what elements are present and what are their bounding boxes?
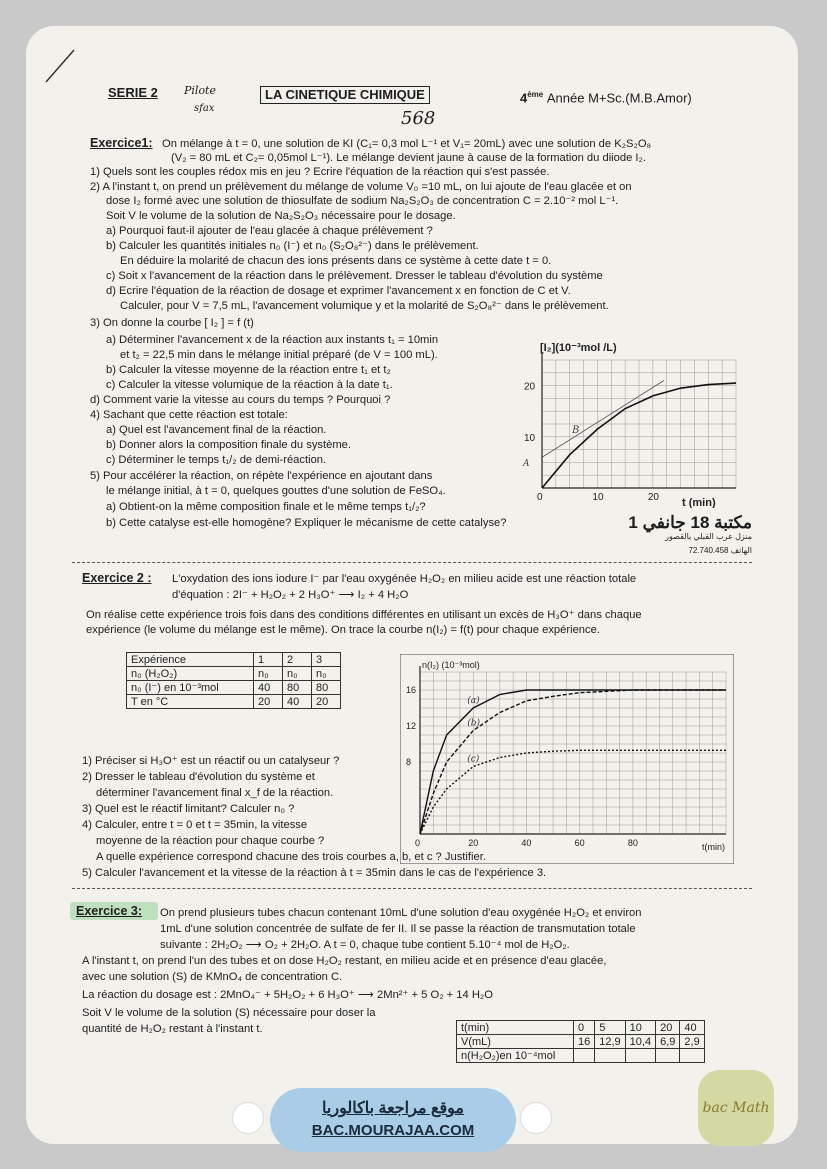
table-row: [127, 695, 341, 709]
ex1-line: c) Soit x l'avancement de la réaction dans le prélèvement. Dresser le tableau d'évolution du système: [106, 270, 603, 282]
chart1-annotation-2: A: [523, 459, 530, 469]
exercise-2-heading: Exercice 2 :: [82, 571, 152, 585]
chart1-x-tick-label: 20: [647, 492, 659, 503]
ex3-line: suivante : 2H₂O₂ ⟶ O₂ + 2H₂O. A t = 0, chaque tube contient 5.10⁻⁴ mol de H₂O₂.: [160, 939, 570, 951]
ex2-line: On réalise cette expérience trois fois dans des conditions différentes en utilisant un excès de H₃O⁺ dans chaque: [86, 609, 642, 621]
library-stamp: [582, 513, 752, 576]
pen-mark-icon: [44, 46, 84, 86]
document-sheet: [26, 26, 798, 1144]
page-number-handwritten: 568: [401, 108, 436, 129]
chart2-y-tick-label: 8: [406, 757, 412, 767]
stamp-line: منزل عرب القبلي بالقصور: [665, 532, 752, 541]
chart1-y-tick-label: 10: [524, 432, 536, 444]
ex2-question: 2) Dresser le tableau d'évolution du système et: [82, 771, 315, 783]
stamp-phone: 72.740.458 الهاتف: [688, 546, 752, 555]
site-arabic-name: موقع مراجعة باكالوريا: [322, 1100, 464, 1117]
ex1-line: a) Déterminer l'avancement x de la réaction aux instants t₁ = 10min: [106, 334, 439, 346]
table-cell: 3: [312, 653, 341, 667]
site-badge[interactable]: [270, 1088, 516, 1152]
level-label: [520, 88, 692, 105]
book-logo-icon: [232, 1102, 264, 1134]
ex3-line: On prend plusieurs tubes chacun contenant 10mL d'une solution d'eau oxygénée H₂O₂ et environ: [160, 907, 642, 919]
ex2-question: déterminer l'avancement final x_f de la réaction.: [96, 787, 334, 799]
ex2-line: d'équation : 2I⁻ + H₂O₂ + 2 H₃O⁺ ⟶ I₂ + 4 H₂O: [172, 589, 409, 601]
ex1-line: b) Donner alors la composition finale du système.: [106, 439, 351, 451]
ex1-line: 3) On donne la courbe [ I₂ ] = f (t): [90, 317, 254, 329]
chart2-x-tick-label: 40: [521, 838, 532, 848]
table-cell: 0: [574, 1021, 595, 1035]
chart1-x-tick-label: 10: [592, 492, 604, 503]
chart2-y-label: n(I₂) (10⁻³mol): [422, 660, 480, 670]
table-row: [127, 667, 341, 681]
table-cell: 16: [574, 1035, 595, 1049]
table-cell: t(min): [457, 1021, 574, 1035]
chart1-tangent-line: [542, 380, 664, 457]
ex1-line: c) Déterminer le temps t₁/₂ de demi-réaction.: [106, 454, 327, 466]
ex1-line: Soit V le volume de la solution de Na₂S₂O₃ nécessaire pour le dosage.: [106, 210, 456, 222]
chart-iodine-quantity: [400, 654, 734, 864]
chart2-y-tick-label: 16: [406, 685, 417, 695]
table-row: [127, 653, 341, 667]
table-cell: [656, 1049, 680, 1063]
ex1-line: b) Calculer la vitesse moyenne de la réaction entre t₁ et t₂: [106, 364, 391, 376]
chart2-x-tick-label: 20: [468, 838, 479, 848]
ex3-line: quantité de H₂O₂ restant à l'instant t.: [82, 1023, 263, 1035]
chart1-x-tick-label: 0: [537, 492, 543, 503]
page-title: LA CINETIQUE CHIMIQUE: [260, 86, 430, 104]
table-cell: 20: [656, 1021, 680, 1035]
table-cell: [625, 1049, 655, 1063]
ex2-question: 1) Préciser si H₃O⁺ est un réactif ou un catalyseur ?: [82, 755, 340, 767]
ex2-question: moyenne de la réaction pour chaque courbe ?: [96, 835, 325, 847]
table-cell: 80: [283, 681, 312, 695]
table-cell: 40: [680, 1021, 704, 1035]
ex1-line: 2) A l'instant t, on prend un prélèvement du mélange de volume V₀ =10 mL, on lui ajoute de l'eau glacée et on: [90, 181, 632, 193]
table-cell: 6,9: [656, 1035, 680, 1049]
table-cell: 2,9: [680, 1035, 704, 1049]
ex3-line: 1mL d'une solution concentrée de sulfate de fer II. Il se passe la réaction de transmutation totale: [160, 923, 636, 935]
ex2-question: A quelle expérience correspond chacune des trois courbes a, b, et c ? Justifier.: [96, 851, 486, 863]
dosage-table: [456, 1020, 705, 1063]
ex3-line: La réaction du dosage est : 2MnO₄⁻ + 5H₂O₂ + 6 H₃O⁺ ⟶ 2Mn²⁺ + 5 O₂ + 14 H₂O: [82, 989, 493, 1001]
table-cell: [595, 1049, 625, 1063]
table-row: [457, 1035, 705, 1049]
ex1-line: b) Calculer les quantités initiales n₀ (I⁻) et n₀ (S₂O₈²⁻) dans le prélèvement.: [106, 240, 479, 252]
ex1-line: 4) Sachant que cette réaction est totale:: [90, 409, 288, 421]
ex1-line: le mélange initial, à t = 0, quelques gouttes d'une solution de FeSO₄.: [106, 485, 446, 497]
table-cell: n₀: [254, 667, 283, 681]
book-logo-icon: [520, 1102, 552, 1134]
handwritten-pilote: Pilote: [184, 84, 216, 97]
table-cell: n₀ (H₂O₂): [127, 667, 254, 681]
table-cell: n₀: [312, 667, 341, 681]
table-cell: 10: [625, 1021, 655, 1035]
ex1-line: a) Quel est l'avancement final de la réaction.: [106, 424, 327, 436]
exercise-3-heading: Exercice 3:: [76, 904, 143, 918]
level-num: 4: [520, 90, 528, 106]
table-cell: n₀: [283, 667, 312, 681]
ex3-line: Soit V le volume de la solution (S) nécessaire pour doser la: [82, 1007, 376, 1019]
ex3-line: A l'instant t, on prend l'un des tubes et on dose H₂O₂ restant, en milieu acide et en présence d'eau glacée,: [82, 955, 607, 967]
table-cell: Expérience: [127, 653, 254, 667]
ex1-line: d) Comment varie la vitesse au cours du temps ? Pourquoi ?: [90, 394, 391, 406]
chart2-y-tick-label: 12: [406, 721, 417, 731]
table-cell: 80: [312, 681, 341, 695]
chart1-x-label: t (min): [682, 497, 716, 508]
site-url[interactable]: BAC.MOURAJAA.COM: [311, 1122, 475, 1139]
experience-table: [126, 652, 341, 709]
serie-label: SERIE 2: [108, 85, 158, 100]
ex1-line: (V₂ = 80 mL et C₂= 0,05mol L⁻¹). Le mélange devient jaune à cause de la formation du diiode I₂.: [171, 152, 646, 164]
ex1-line: 1) Quels sont les couples rédox mis en jeu ? Ecrire l'équation de la réaction qui s'est passée.: [90, 166, 550, 178]
chart2-series-line: [420, 750, 726, 834]
chart2-x-label: t(min): [702, 842, 725, 852]
table-row: [457, 1049, 705, 1063]
ex1-line: Calculer, pour V = 7,5 mL, l'avancement volumique y et la molarité de S₂O₈²⁻ dans le prélèvement.: [120, 300, 609, 312]
table-cell: 10,4: [625, 1035, 655, 1049]
bac-math-logo: bac Math: [698, 1070, 774, 1146]
table-cell: 2: [283, 653, 312, 667]
table-cell: n(H₂O₂)en 10⁻⁴mol: [457, 1049, 574, 1063]
handwritten-sfax: sfax: [194, 103, 215, 114]
ex1-line: b) Cette catalyse est-elle homogène? Expliquer le mécanisme de cette catalyse?: [106, 517, 507, 529]
ex1-line: En déduire la molarité de chacun des ions présents dans ce système à cette date t = 0.: [120, 255, 552, 267]
ex1-line: On mélange à t = 0, une solution de KI (C₁= 0,3 mol L⁻¹ et V₁= 20mL) avec une solution de K₂S₂O₈: [162, 138, 652, 150]
ex1-line: a) Pourquoi faut-il ajouter de l'eau glacée à chaque prélèvement ?: [106, 225, 433, 237]
table-cell: 5: [595, 1021, 625, 1035]
ex2-question: 5) Calculer l'avancement et la vitesse de la réaction à t = 35min dans le cas de l'expérience 3.: [82, 867, 547, 879]
table-cell: 1: [254, 653, 283, 667]
ex1-line: et t₂ = 22,5 min dans le mélange initial préparé (de V = 100 mL).: [120, 349, 438, 361]
table-cell: T en °C: [127, 695, 254, 709]
table-cell: V(mL): [457, 1035, 574, 1049]
ex1-line: d) Ecrire l'équation de la réaction de dosage et exprimer l'avancement x en fonction de C et V.: [106, 285, 571, 297]
ex2-line: expérience (le volume du mélange est le même). On trace la courbe n(I₂) = f(t) pour chaque expérience.: [86, 624, 600, 636]
table-cell: [574, 1049, 595, 1063]
chart2-curve-label: (a): [467, 696, 480, 706]
level-rest: Année M+Sc.(M.B.Amor): [546, 90, 692, 106]
chart1-y-label: [I₂](10⁻³mol /L): [540, 342, 617, 354]
level-sup: ème: [527, 90, 544, 99]
chart2-curve-label: (c): [467, 754, 480, 765]
chart1-y-tick-label: 20: [524, 381, 536, 393]
chart2-x-tick-label: 0: [415, 838, 421, 848]
table-cell: 20: [312, 695, 341, 709]
separator: [72, 562, 752, 563]
ex1-line: 5) Pour accélérer la réaction, on répète l'expérience en ajoutant dans: [90, 470, 433, 482]
table-cell: n₀ (I⁻) en 10⁻³mol: [127, 681, 254, 695]
table-cell: [680, 1049, 704, 1063]
ex2-question: 3) Quel est le réactif limitant? Calculer n₀ ?: [82, 803, 295, 815]
chart2-curve-label: (b): [467, 718, 481, 729]
table-cell: 40: [283, 695, 312, 709]
chart2-frame: [400, 654, 734, 864]
stamp-name: مكتبة 18 جانفي 1: [628, 513, 752, 532]
chart2-x-tick-label: 60: [574, 838, 585, 848]
table-row: [127, 681, 341, 695]
ex1-line: dose I₂ formé avec une solution de thiosulfate de sodium Na₂S₂O₃ de concentration C = 2.10⁻² mol L⁻¹.: [106, 195, 619, 207]
table-row: [457, 1021, 705, 1035]
ex1-line: c) Calculer la vitesse volumique de la réaction à la date t₁.: [106, 379, 393, 391]
chart1-annotation: B: [572, 425, 580, 436]
table-cell: 40: [254, 681, 283, 695]
ex2-question: 4) Calculer, entre t = 0 et t = 35min, la vitesse: [82, 819, 308, 831]
table-cell: 20: [254, 695, 283, 709]
separator: [72, 888, 752, 889]
table-cell: 12,9: [595, 1035, 625, 1049]
ex2-line: L'oxydation des ions iodure I⁻ par l'eau oxygénée H₂O₂ en milieu acide est une réaction totale: [172, 573, 637, 585]
ex3-line: avec une solution (S) de KMnO₄ de concentration C.: [82, 971, 343, 983]
ex1-line: a) Obtient-on la même composition finale et le même temps t₁/₂?: [106, 501, 426, 513]
exercise-1-heading: Exercice1:: [90, 136, 153, 150]
chart2-x-tick-label: 80: [627, 838, 638, 848]
chart-iodine-concentration: [514, 338, 746, 508]
